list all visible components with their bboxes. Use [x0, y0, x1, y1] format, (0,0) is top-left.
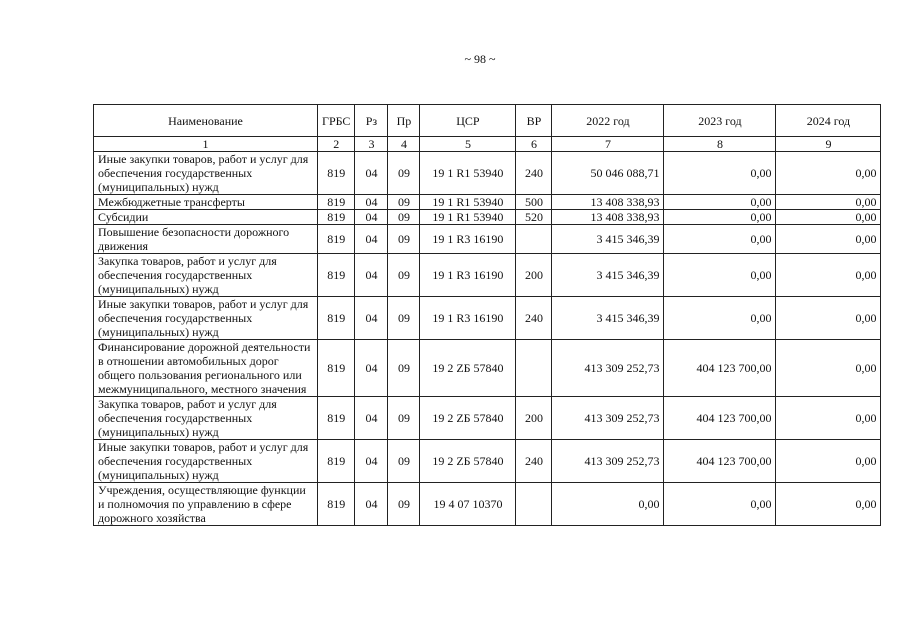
page-number: ~ 98 ~	[464, 52, 496, 66]
row-2024: 0,00	[776, 483, 881, 526]
row-2024: 0,00	[776, 225, 881, 254]
table-row	[94, 152, 881, 195]
row-2022: 3 415 346,39	[552, 297, 664, 340]
column-number-row	[94, 137, 881, 152]
row-grbs: 819	[318, 225, 355, 254]
row-name: Закупка товаров, работ и услуг для обеспечения государственных (муниципальных) нужд	[94, 254, 318, 297]
table-row	[94, 297, 881, 340]
row-csr: 19 4 07 10370	[420, 483, 516, 526]
row-csr: 19 1 R3 16190	[420, 297, 516, 340]
row-rz: 04	[355, 483, 388, 526]
row-2024: 0,00	[776, 440, 881, 483]
row-pr: 09	[388, 297, 420, 340]
row-grbs: 819	[318, 397, 355, 440]
table-row	[94, 210, 881, 225]
row-2023: 404 123 700,00	[664, 340, 776, 397]
row-pr: 09	[388, 440, 420, 483]
table-row	[94, 340, 881, 397]
table-row	[94, 397, 881, 440]
row-pr: 09	[388, 483, 420, 526]
row-pr: 09	[388, 225, 420, 254]
row-2023: 0,00	[664, 225, 776, 254]
row-rz: 04	[355, 440, 388, 483]
column-number: 2	[318, 137, 355, 152]
table-row	[94, 195, 881, 210]
column-number: 7	[552, 137, 664, 152]
header-csr: ЦСР	[420, 105, 516, 137]
row-2022: 413 309 252,73	[552, 397, 664, 440]
row-csr: 19 2 ZБ 57840	[420, 340, 516, 397]
row-rz: 04	[355, 297, 388, 340]
row-2022: 3 415 346,39	[552, 225, 664, 254]
row-pr: 09	[388, 340, 420, 397]
row-grbs: 819	[318, 210, 355, 225]
row-2024: 0,00	[776, 195, 881, 210]
table-row	[94, 225, 881, 254]
row-2023: 404 123 700,00	[664, 397, 776, 440]
row-2024: 0,00	[776, 397, 881, 440]
row-name: Закупка товаров, работ и услуг для обеспечения государственных (муниципальных) нужд	[94, 397, 318, 440]
row-vr: 240	[516, 297, 552, 340]
row-rz: 04	[355, 254, 388, 297]
column-number: 9	[776, 137, 881, 152]
row-2023: 0,00	[664, 254, 776, 297]
column-number: 6	[516, 137, 552, 152]
table-row	[94, 440, 881, 483]
row-csr: 19 1 R1 53940	[420, 195, 516, 210]
row-rz: 04	[355, 225, 388, 254]
row-2023: 0,00	[664, 152, 776, 195]
row-vr: 200	[516, 254, 552, 297]
row-vr: 520	[516, 210, 552, 225]
row-vr: 240	[516, 152, 552, 195]
row-vr	[516, 483, 552, 526]
row-2022: 0,00	[552, 483, 664, 526]
row-2022: 3 415 346,39	[552, 254, 664, 297]
row-2023: 0,00	[664, 483, 776, 526]
row-grbs: 819	[318, 440, 355, 483]
row-2024: 0,00	[776, 152, 881, 195]
row-rz: 04	[355, 210, 388, 225]
header-2023: 2023 год	[664, 105, 776, 137]
header-pr: Пр	[388, 105, 420, 137]
header-grbs: ГРБС	[318, 105, 355, 137]
row-rz: 04	[355, 152, 388, 195]
row-csr: 19 1 R1 53940	[420, 152, 516, 195]
row-2024: 0,00	[776, 254, 881, 297]
row-2022: 413 309 252,73	[552, 440, 664, 483]
row-vr: 200	[516, 397, 552, 440]
row-2024: 0,00	[776, 297, 881, 340]
row-name: Повышение безопасности дорожного движения	[94, 225, 318, 254]
row-2023: 0,00	[664, 210, 776, 225]
row-pr: 09	[388, 152, 420, 195]
row-2022: 13 408 338,93	[552, 210, 664, 225]
row-name: Межбюджетные трансферты	[94, 195, 318, 210]
row-csr: 19 2 ZБ 57840	[420, 440, 516, 483]
row-rz: 04	[355, 397, 388, 440]
row-grbs: 819	[318, 297, 355, 340]
row-csr: 19 2 ZБ 57840	[420, 397, 516, 440]
column-number: 1	[94, 137, 318, 152]
row-2022: 13 408 338,93	[552, 195, 664, 210]
header-rz: Рз	[355, 105, 388, 137]
table-row	[94, 254, 881, 297]
row-2022: 50 046 088,71	[552, 152, 664, 195]
row-csr: 19 1 R3 16190	[420, 254, 516, 297]
row-2024: 0,00	[776, 210, 881, 225]
row-csr: 19 1 R1 53940	[420, 210, 516, 225]
row-rz: 04	[355, 195, 388, 210]
row-pr: 09	[388, 397, 420, 440]
table-row	[94, 483, 881, 526]
row-name: Иные закупки товаров, работ и услуг для обеспечения государственных (муниципальных) нужд	[94, 440, 318, 483]
column-number: 4	[388, 137, 420, 152]
row-vr: 240	[516, 440, 552, 483]
row-pr: 09	[388, 210, 420, 225]
column-number: 8	[664, 137, 776, 152]
column-number: 5	[420, 137, 516, 152]
header-2024: 2024 год	[776, 105, 881, 137]
header-2022: 2022 год	[552, 105, 664, 137]
row-grbs: 819	[318, 152, 355, 195]
row-2022: 413 309 252,73	[552, 340, 664, 397]
row-csr: 19 1 R3 16190	[420, 225, 516, 254]
row-pr: 09	[388, 254, 420, 297]
row-name: Субсидии	[94, 210, 318, 225]
row-vr: 500	[516, 195, 552, 210]
row-grbs: 819	[318, 195, 355, 210]
row-name: Учреждения, осуществляющие функции и полномочия по управлению в сфере дорожного хозяйства	[94, 483, 318, 526]
row-grbs: 819	[318, 340, 355, 397]
row-2023: 0,00	[664, 297, 776, 340]
budget-table	[93, 104, 881, 526]
row-name: Иные закупки товаров, работ и услуг для обеспечения государственных (муниципальных) нужд	[94, 297, 318, 340]
header-name: Наименование	[94, 105, 318, 137]
header-row	[94, 105, 881, 137]
row-vr	[516, 225, 552, 254]
row-grbs: 819	[318, 483, 355, 526]
row-vr	[516, 340, 552, 397]
column-number: 3	[355, 137, 388, 152]
row-name: Иные закупки товаров, работ и услуг для обеспечения государственных (муниципальных) нужд	[94, 152, 318, 195]
row-name: Финансирование дорожной деятельности в отношении автомобильных дорог общего пользования регионального или межмуниципального, местного значения	[94, 340, 318, 397]
row-rz: 04	[355, 340, 388, 397]
header-vr: ВР	[516, 105, 552, 137]
row-2023: 404 123 700,00	[664, 440, 776, 483]
row-2024: 0,00	[776, 340, 881, 397]
row-grbs: 819	[318, 254, 355, 297]
row-2023: 0,00	[664, 195, 776, 210]
row-pr: 09	[388, 195, 420, 210]
